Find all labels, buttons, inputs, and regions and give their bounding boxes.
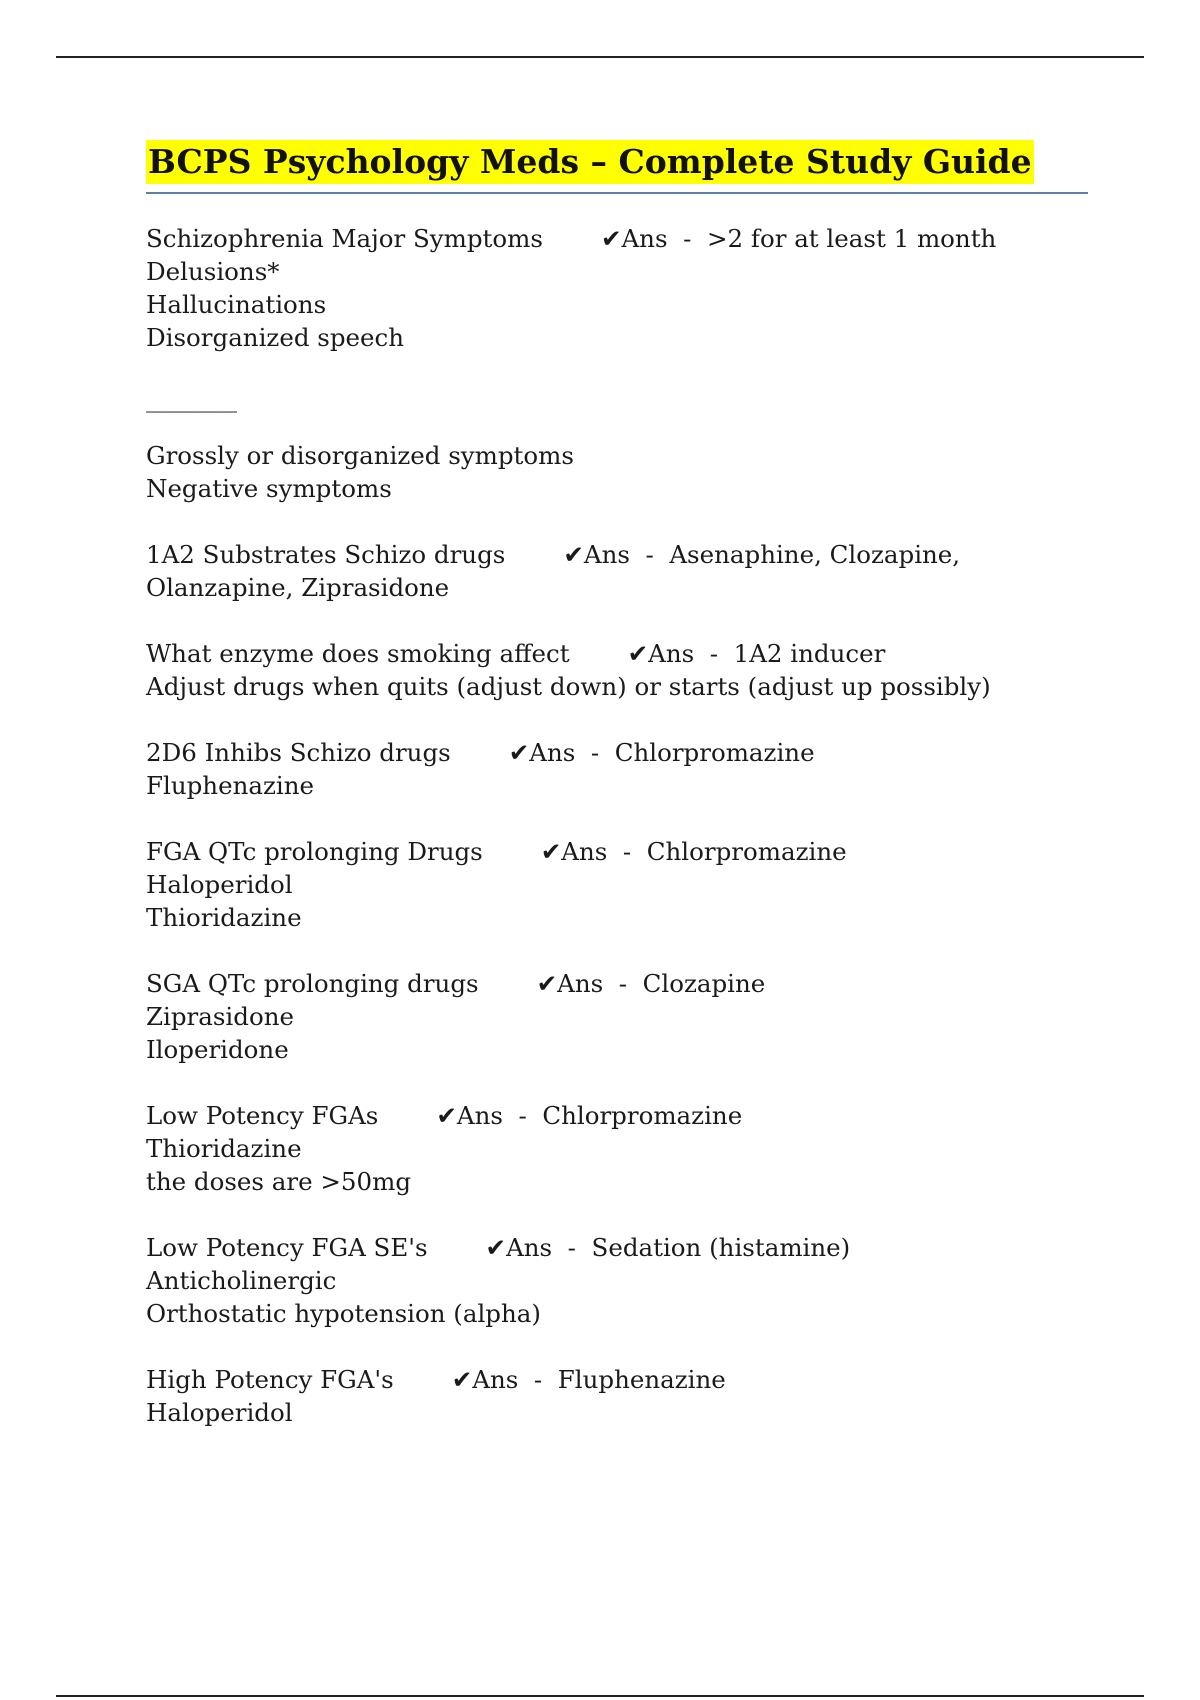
answer-line: Adjust drugs when quits (adjust down) or starts (adjust up possibly) <box>146 672 991 701</box>
ans-prefix: Ans - <box>583 540 670 569</box>
check-mark-icon: ✔ <box>485 1233 507 1262</box>
answer-label <box>563 540 960 569</box>
answer-label <box>541 837 847 866</box>
document-page <box>146 140 1088 1462</box>
answer-first-line: Clozapine <box>642 969 766 998</box>
answer-line: Negative symptoms <box>146 474 392 503</box>
ans-prefix: Ans - <box>561 837 647 866</box>
question-text: FGA QTc prolonging Drugs <box>146 837 483 866</box>
question-row <box>146 736 1088 769</box>
answer-first-line: Chlorpromazine <box>542 1101 743 1130</box>
header-rule <box>56 56 1144 58</box>
answer-line: Iloperidone <box>146 1035 289 1064</box>
question-row <box>146 1099 1088 1132</box>
ans-prefix: Ans - <box>456 1101 543 1130</box>
flashcard <box>146 1099 1088 1198</box>
ans-prefix: Ans - <box>529 738 615 767</box>
answer-line: Orthostatic hypotension (alpha) <box>146 1299 541 1328</box>
flashcard <box>146 967 1088 1066</box>
answer-first-line: Fluphenazine <box>557 1365 726 1394</box>
question-row <box>146 222 1088 255</box>
footer-rule <box>56 1695 1144 1697</box>
separator-line: ________ <box>146 384 236 413</box>
answer-first-line: Chlorpromazine <box>614 738 815 767</box>
answer-line: Thioridazine <box>146 1134 302 1163</box>
flashcard <box>146 637 1088 703</box>
question-text: 2D6 Inhibs Schizo drugs <box>146 738 451 767</box>
question-row <box>146 967 1088 1000</box>
answer-label <box>601 224 996 253</box>
ans-prefix: Ans - <box>557 969 643 998</box>
answer-line: Haloperidol <box>146 870 293 899</box>
answer-line: Ziprasidone <box>146 1002 294 1031</box>
check-mark-icon: ✔ <box>436 1101 457 1130</box>
question-text: What enzyme does smoking affect <box>146 639 570 668</box>
question-text: 1A2 Substrates Schizo drugs <box>146 540 506 569</box>
answer-line: Delusions* <box>146 257 280 286</box>
flashcard <box>146 439 1088 505</box>
answer-line: Anticholinergic <box>146 1266 337 1295</box>
answer-line: Hallucinations <box>146 290 327 319</box>
answer-first-line: Chlorpromazine <box>646 837 847 866</box>
answer-line: the doses are >50mg <box>146 1167 412 1196</box>
question-text: High Potency FGA's <box>146 1365 394 1394</box>
answer-line: Grossly or disorganized symptoms <box>146 441 574 470</box>
answer-label <box>452 1365 726 1394</box>
check-mark-icon: ✔ <box>508 738 530 767</box>
answer-label <box>628 639 886 668</box>
answer-label <box>537 969 766 998</box>
question-row <box>146 835 1088 868</box>
question-text: Schizophrenia Major Symptoms <box>146 224 543 253</box>
answer-line: Haloperidol <box>146 1398 293 1427</box>
check-mark-icon: ✔ <box>627 639 649 668</box>
flashcard <box>146 538 1088 604</box>
answer-line: Olanzapine, Ziprasidone <box>146 573 450 602</box>
question-text: Low Potency FGA SE's <box>146 1233 428 1262</box>
flashcard <box>146 736 1088 802</box>
ans-prefix: Ans - <box>506 1233 592 1262</box>
flashcard <box>146 222 1088 354</box>
answer-line: Fluphenazine <box>146 771 314 800</box>
flashcard <box>146 835 1088 934</box>
question-text: SGA QTc prolonging drugs <box>146 969 479 998</box>
check-mark-icon: ✔ <box>536 969 558 998</box>
answer-first-line: >2 for at least 1 month <box>706 224 997 253</box>
ans-prefix: Ans - <box>648 639 734 668</box>
check-mark-icon: ✔ <box>540 837 562 866</box>
check-mark-icon: ✔ <box>600 224 622 253</box>
question-row <box>146 637 1088 670</box>
flashcard <box>146 1363 1088 1429</box>
answer-first-line: 1A2 inducer <box>733 639 886 668</box>
answer-label <box>486 1233 851 1262</box>
answer-first-line: Sedation (histamine) <box>591 1233 851 1262</box>
question-text: Low Potency FGAs <box>146 1101 379 1130</box>
answer-label <box>436 1101 742 1130</box>
answer-first-line: Asenaphine, Clozapine, <box>669 540 961 569</box>
check-mark-icon: ✔ <box>563 540 584 569</box>
question-row <box>146 1363 1088 1396</box>
question-row <box>146 1231 1088 1264</box>
document-title: BCPS Psychology Meds – Complete Study Guide <box>146 140 1034 184</box>
answer-line: Disorganized speech <box>146 323 405 352</box>
flashcard <box>146 1231 1088 1330</box>
question-row <box>146 538 1088 571</box>
ans-prefix: Ans - <box>621 224 707 253</box>
title-block <box>146 140 1088 194</box>
answer-line: Thioridazine <box>146 903 302 932</box>
check-mark-icon: ✔ <box>451 1365 473 1394</box>
answer-label <box>509 738 815 767</box>
ans-prefix: Ans - <box>472 1365 558 1394</box>
